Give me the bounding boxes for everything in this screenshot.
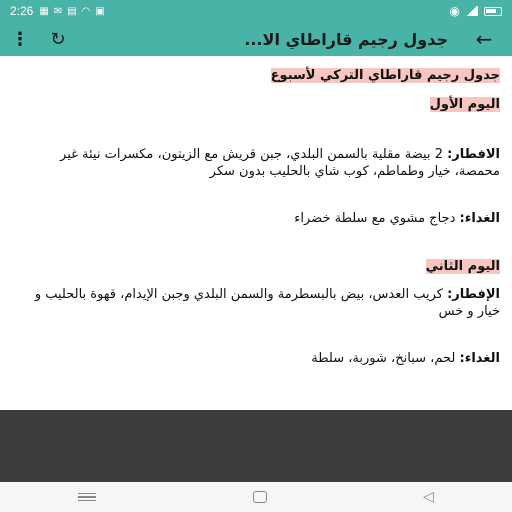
- day1-lunch-label: الغداء:: [459, 211, 500, 226]
- app-bar: [0, 22, 512, 56]
- day1-title: [12, 97, 500, 112]
- alarm-icon: ◉: [449, 4, 460, 18]
- recent-apps-icon[interactable]: [78, 493, 96, 501]
- article-heading-text: جدول رجيم قاراطاي التركي لأسبوع: [270, 68, 500, 83]
- notification-icons: [39, 6, 104, 17]
- grid-icon: ▦: [39, 5, 49, 17]
- more-options-icon[interactable]: ⋮: [11, 28, 29, 50]
- article-content: [0, 56, 512, 410]
- day1-breakfast-text: 2 بيضة مقلية بالسمن البلدي، جبن قريش مع الزيتون، مكسرات نيئة غير محمصة، خيار وطماطم، كوب شاي بالحليب بدون سكر: [60, 147, 500, 179]
- day1-lunch: [12, 210, 500, 227]
- page-title: جدول رجيم قاراطاي الا...: [244, 29, 448, 49]
- nav-back-icon[interactable]: ◁: [423, 489, 434, 505]
- home-icon[interactable]: [253, 491, 267, 503]
- message-icon: ▤: [67, 5, 77, 17]
- day2-breakfast-text: كريب العدس، بيض بالبسطرمة والسمن البلدي وجبن الإيدام، قهوة بالحليب و خيار و خس: [34, 287, 500, 319]
- status-left: [10, 4, 105, 18]
- day2-title: [12, 259, 500, 274]
- mail-icon: ✉: [53, 5, 63, 17]
- article-heading: [12, 68, 500, 83]
- status-right: [450, 4, 502, 18]
- system-nav-bar: [0, 482, 512, 512]
- day1-breakfast-label: الافطار:: [447, 147, 500, 162]
- wifi-icon: ◠: [81, 5, 91, 17]
- day2-lunch-label: الغداء:: [459, 351, 500, 366]
- status-bar: [0, 0, 512, 22]
- app-icon: ▣: [95, 5, 105, 17]
- refresh-icon[interactable]: ↻: [50, 28, 66, 50]
- day1-title-text: اليوم الأول: [429, 97, 500, 112]
- day2-title-text: اليوم الثاني: [425, 259, 500, 274]
- empty-dark-panel: [0, 410, 512, 482]
- signal-icon: [466, 6, 478, 16]
- day1-breakfast: [12, 146, 500, 180]
- day2-breakfast: [12, 286, 500, 320]
- back-arrow-icon[interactable]: ←: [475, 27, 493, 51]
- day1-lunch-text: دجاج مشوي مع سلطة خضراء: [294, 211, 456, 226]
- day2-lunch-text: لحم، سبانخ، شوربة، سلطة: [311, 351, 456, 366]
- day2-breakfast-label: الإفطار:: [447, 287, 500, 302]
- battery-icon: [484, 7, 502, 16]
- status-time: 2:26: [10, 4, 34, 18]
- day2-lunch: [12, 350, 500, 367]
